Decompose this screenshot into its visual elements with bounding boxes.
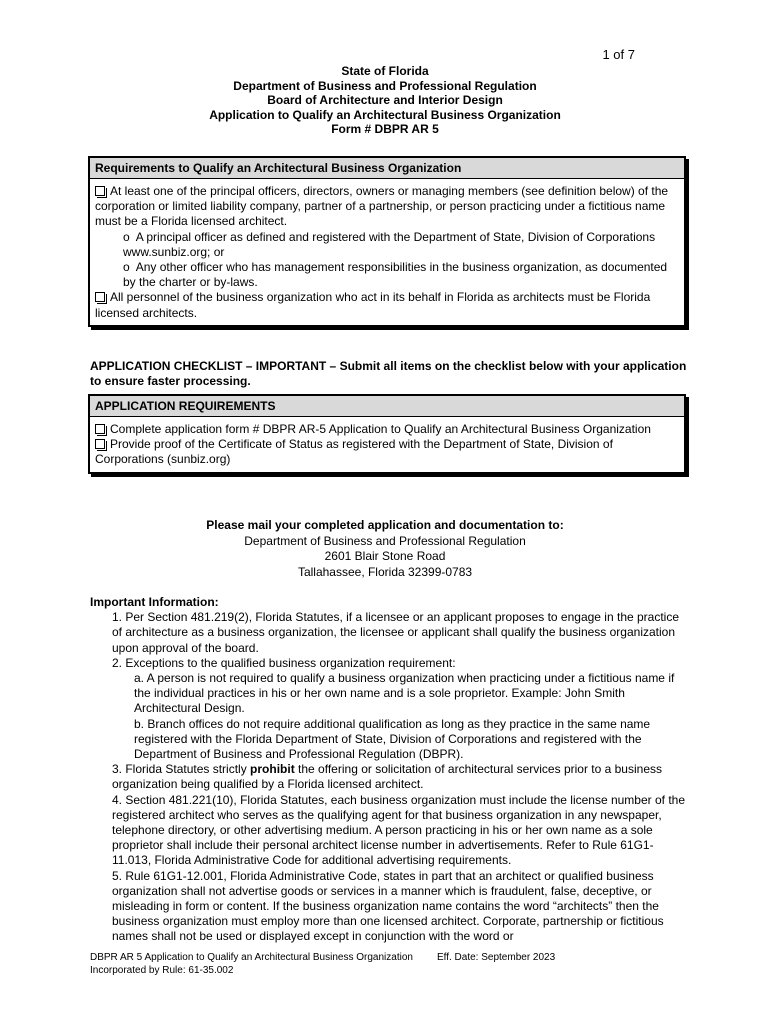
requirement-item-2-text: All personnel of the business organization who act in its behalf in Florida as architects must be Florida licensed architects. [95, 290, 651, 320]
mail-department: Department of Business and Professional Regulation [244, 533, 526, 548]
info-item-4: 4. Section 481.221(10), Florida Statutes, each business organization must include the license number of the registered architect who serves as the qualifying agent for that business organization in any newspaper, telephone directory, or other advertising medium. A person practicing in his or her own name as a sole proprietor shall include their personal architect license number in advertisements. Refer to Rule 61G1-11.013, Florida Administrative Code for additional advertising requirements. [112, 792, 686, 868]
requirements-box [88, 156, 686, 327]
checklist-item-2-text: Provide proof of the Certificate of Status as registered with the Department of State, Division of Corporations (sunbiz.org) [95, 437, 613, 467]
info-item-3-end: the offering or solicitation of architectural services prior to a business organization being qualified by a Florida licensed architect. [112, 762, 662, 792]
info-item-1: 1. Per Section 481.219(2), Florida Statutes, if a licensee or an applicant proposes to engage in the practice of architecture as a business organization, the licensee or applicant shall qualify the business organization upon approval of the board. [112, 610, 680, 655]
header-board: Board of Architecture and Interior Design [267, 93, 503, 108]
info-title: Important Information: [90, 595, 219, 609]
info-item-3 [90, 762, 690, 792]
info-item-3-start: 3. Florida Statutes strictly [112, 762, 251, 777]
footer-line-1 [90, 951, 555, 964]
page-number: 1 of 7 [602, 47, 635, 62]
mail-title: Please mail your completed application and documentation to: [206, 518, 564, 532]
requirement-item-1-text: At least one of the principal officers, directors, owners or managing members (see definition below) of the corporation or limited liability company, partner of a partnership, or person practicing under a fictitious name must be a Florida licensed architect. [95, 184, 669, 229]
footer-effective-date: Eff. Date: September 2023 [436, 952, 556, 963]
checklist-item-1-text: Complete application form # DBPR AR-5 Application to Qualify an Architectural Business Organization [110, 422, 651, 436]
footer-rule: Incorporated by Rule: 61-35.002 [90, 965, 234, 976]
requirement-sub-1-text: A principal officer as defined and registered with the Department of State, Division of Corporations www.sunbiz.org; or [123, 229, 656, 259]
requirement-sub-2: o Any other officer who has management responsibilities in the business organization, as documented by the charter or by-laws. [123, 260, 668, 290]
application-requirements-title: APPLICATION REQUIREMENTS [90, 396, 684, 417]
header-form-number: Form # DBPR AR 5 [331, 122, 439, 137]
header-application: Application to Qualify an Architectural Business Organization [209, 107, 561, 122]
checkbox-icon[interactable] [95, 439, 105, 449]
requirement-sub-1: o A principal officer as defined and registered with the Department of State, Division of Corporations www.sunbiz.org; or [123, 229, 656, 259]
important-information [90, 595, 690, 945]
mailing-address [0, 518, 770, 580]
document-header [0, 64, 770, 137]
header-state: State of Florida [341, 64, 429, 78]
info-item-2a: a. A person is not required to qualify a business organization when practicing under a fictitious name if the individual practices in his or her own name and is a sole proprietor. Example: John Smith Architectural Design. [134, 671, 675, 716]
requirement-item-1 [95, 184, 679, 230]
checklist-item-2 [95, 437, 679, 467]
requirement-sub-2-text: Any other officer who has management responsibilities in the business organization, as documented by the charter or by-laws. [123, 260, 668, 290]
requirements-title: Requirements to Qualify an Architectural Business Organization [90, 158, 684, 179]
header-department: Department of Business and Professional Regulation [233, 78, 537, 93]
footer-form: DBPR AR 5 Application to Qualify an Architectural Business Organization [90, 952, 413, 963]
checkbox-icon[interactable] [95, 292, 105, 302]
page-footer [90, 951, 555, 977]
requirement-item-2 [95, 290, 679, 320]
info-item-5: 5. Rule 61G1-12.001, Florida Administrative Code, states in part that an architect or qualified business organization shall not advertise goods or services in a manner which is fraudulent, false, deceptive, or misleading in form or content. If the business organization name contains the word “architects” then the business organization must employ more than one licensed architect. Corporate, partnership or fictitious names shall not be used or displayed except in conjunction with the word or [112, 868, 664, 944]
requirements-body [90, 179, 684, 325]
checklist-item-1 [95, 422, 679, 437]
application-requirements-body [90, 417, 684, 472]
info-item-2: 2. Exceptions to the qualified business organization requirement: [112, 655, 456, 670]
info-item-2b: b. Branch offices do not require additional qualification as long as they practice in the same name registered with the Florida Department of State, Division of Corporations and registered with the Department of Business and Professional Regulation (DBPR). [134, 716, 651, 762]
mail-street: 2601 Blair Stone Road [324, 549, 446, 564]
checklist-title: APPLICATION CHECKLIST – IMPORTANT – Submit all items on the checklist below with your application to ensure faster processing. [90, 359, 687, 388]
info-item-3-bold: prohibit [250, 762, 295, 777]
application-requirements-box [88, 394, 686, 474]
checkbox-icon[interactable] [95, 186, 105, 196]
mail-city: Tallahassee, Florida 32399-0783 [297, 564, 473, 579]
checkbox-icon[interactable] [95, 424, 105, 434]
